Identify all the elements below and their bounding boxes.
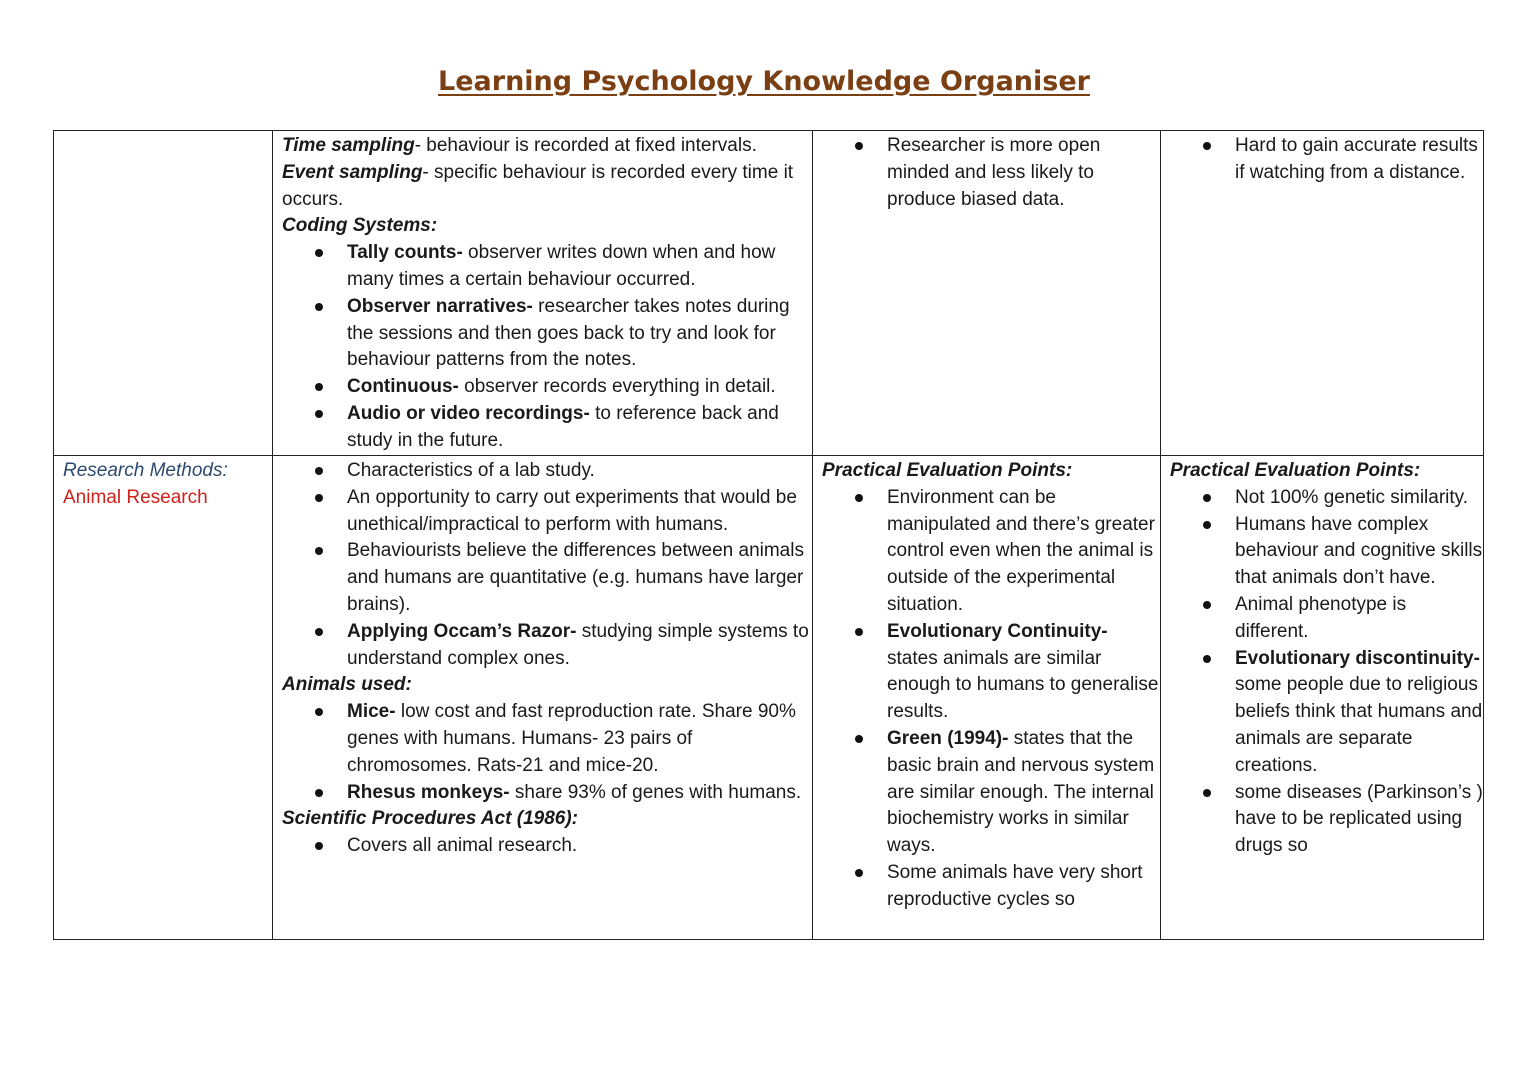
list-item: [282, 699, 812, 779]
list-item: [282, 401, 812, 455]
list-item: [282, 619, 812, 673]
definition: share 93% of genes with humans.: [509, 781, 802, 803]
term: Mice-: [347, 701, 396, 723]
definition: Environment can be manipulated and there’s greater control even when the animal is outside of the experimental situation.: [887, 486, 1155, 615]
list-item: Researcher is more open minded and less likely to produce biased data.: [822, 133, 1160, 213]
term: Tally counts-: [347, 242, 463, 264]
definition: Not 100% genetic similarity.: [1235, 486, 1469, 508]
animal-research-intro-list: [282, 458, 812, 672]
definition: Humans have complex behaviour and cognitive skills that animals don’t have.: [1235, 513, 1483, 589]
topic-cell: [54, 456, 273, 940]
procedures-act-heading: Scientific Procedures Act (1986):: [282, 808, 579, 830]
definition: Behaviourists believe the differences between animals and humans are quantitative (e.g. humans have larger brains).: [347, 540, 804, 615]
definition: - specific behaviour is recorded every time it occurs.: [282, 161, 794, 210]
definition: states that the basic brain and nervous system are similar enough. The internal biochemistry works in similar ways.: [887, 727, 1155, 857]
procedures-act-list: [282, 833, 812, 860]
term: Continuous-: [347, 376, 459, 398]
term: Evolutionary Continuity-: [887, 620, 1108, 642]
list-item: [1170, 646, 1483, 780]
term: Event sampling: [282, 161, 423, 183]
list-item: [822, 726, 1160, 860]
definition: low cost and fast reproduction rate. Share 90% genes with humans. Humans- 23 pairs of chromosomes. Rats-21 and mice-20.: [347, 701, 796, 776]
list-item: [822, 619, 1160, 726]
coding-systems-heading: Coding Systems:: [282, 215, 438, 237]
table-row: [54, 131, 1484, 456]
time-sampling-line: [282, 133, 812, 160]
strengths-cell: [813, 456, 1161, 940]
list-item: [282, 833, 812, 860]
list-item: [1170, 592, 1483, 646]
weaknesses-cell: [1161, 131, 1484, 456]
subtopic-label: Animal Research: [63, 486, 208, 508]
list-item: [282, 374, 812, 401]
strengths-cell: [813, 131, 1161, 456]
strengths-list: [822, 485, 1160, 914]
definition: An opportunity to carry out experiments that would be unethical/impractical to perform with humans.: [347, 486, 797, 535]
list-item: [282, 780, 812, 807]
list-item: [282, 538, 812, 618]
animals-used-list: [282, 699, 812, 806]
definition: to reference back and study in the future.: [347, 402, 779, 451]
list-item: [282, 294, 812, 374]
definition: observer writes down when and how many times a certain behaviour occurred.: [347, 242, 776, 290]
list-item: [822, 860, 1160, 914]
definition: states animals are similar enough to humans to generalise results.: [887, 647, 1159, 723]
term: Time sampling: [282, 135, 415, 156]
list-item: [822, 485, 1160, 619]
definition: researcher takes notes during the sessions and then goes back to try and look for behaviour patterns from the notes.: [347, 295, 790, 371]
definition: Covers all animal research.: [347, 835, 578, 857]
topic-label: Research Methods:: [63, 460, 228, 481]
coding-systems-list: [282, 240, 812, 454]
table-row: [54, 456, 1484, 940]
event-sampling-line: [282, 160, 812, 214]
weaknesses-cell: [1161, 456, 1484, 940]
definition: Some animals have very short reproductive cycles so: [887, 861, 1143, 910]
content-cell: [273, 131, 813, 456]
definition: - behaviour is recorded at fixed intervals.: [414, 135, 757, 156]
definition: some people due to religious beliefs think that humans and animals are separate creations.: [1235, 674, 1483, 776]
page-title: Learning Psychology Knowledge Organiser: [438, 66, 1090, 97]
list-item: Hard to gain accurate results if watching from a distance.: [1170, 133, 1483, 187]
topic-cell-empty: [54, 131, 273, 456]
strengths-list: [822, 133, 1160, 213]
term: Audio or video recordings-: [347, 402, 590, 424]
term: Applying Occam’s Razor-: [347, 620, 577, 642]
definition: Animal phenotype is different.: [1235, 593, 1407, 642]
knowledge-organiser-table: [53, 130, 1484, 940]
content-cell: [273, 456, 813, 940]
list-item: [282, 485, 812, 539]
list-item: [1170, 485, 1483, 512]
list-item: [1170, 512, 1483, 592]
definition: some diseases (Parkinson’s ) have to be replicated using drugs so: [1235, 781, 1483, 857]
definition: studying simple systems to understand complex ones.: [347, 620, 809, 669]
weaknesses-list: [1170, 133, 1483, 187]
term: Green (1994)-: [887, 727, 1009, 749]
definition: Characteristics of a lab study.: [347, 460, 595, 481]
term: Rhesus monkeys-: [347, 781, 510, 803]
animals-used-heading: Animals used:: [282, 674, 412, 696]
list-item: [282, 458, 812, 485]
list-item: [1170, 780, 1483, 860]
weaknesses-list: [1170, 485, 1483, 860]
term: Evolutionary discontinuity-: [1235, 647, 1480, 669]
list-item: [282, 240, 812, 294]
term: Observer narratives-: [347, 295, 533, 317]
evaluation-heading: Practical Evaluation Points:: [822, 460, 1073, 481]
evaluation-heading: Practical Evaluation Points:: [1170, 460, 1421, 481]
definition: observer records everything in detail.: [458, 376, 776, 398]
